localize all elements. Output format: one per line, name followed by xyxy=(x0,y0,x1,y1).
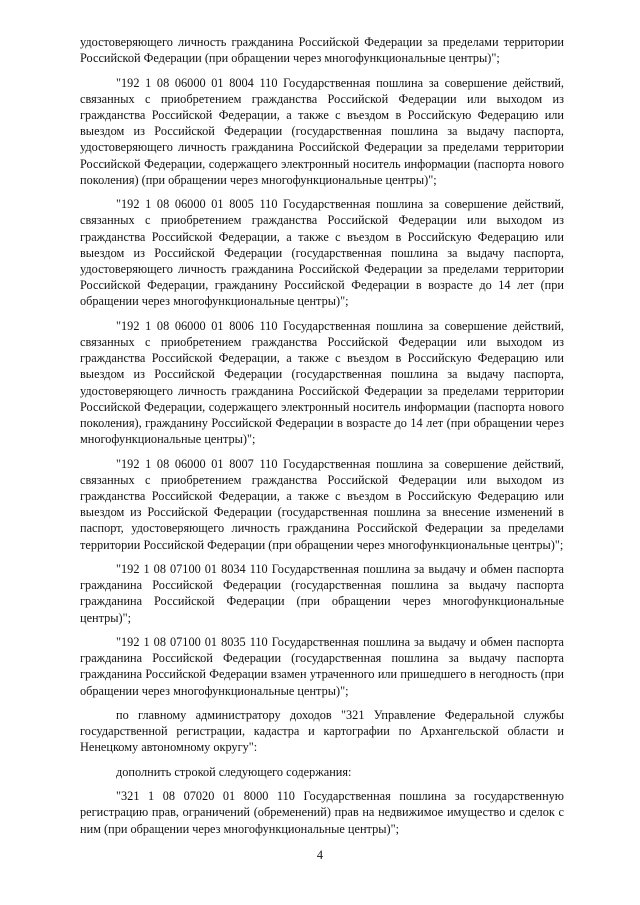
document-body xyxy=(80,34,564,845)
paragraph-continuation: удостоверяющего личность гражданина Российской Федерации за пределами территории Российской Федерации (при обращении через многофункциональные центры)"; xyxy=(80,35,564,66)
page-number: 4 xyxy=(316,848,324,862)
paragraph-code-321-8000: "321 1 08 07020 01 8000 110 Государственная пошлина за государственную регистрацию прав, ограничений (обременений) прав на недвижимое имущество и сделок с ним (при обращении через многофункциональные центры)"; xyxy=(80,789,564,836)
paragraph-code-8005: "192 1 08 06000 01 8005 110 Государственная пошлина за совершение действий, связанных с приобретением гражданства Российской Федерации или выходом из гражданства Российской Федерации, а также с въездом в Российскую Федерацию или выездом из Российской Федерации (государственная пошлина за выдачу паспорта, удостоверяющего личность гражданина Российской Федерации за пределами территории Российской Федерации, гражданину Российской Федерации в возрасте до 14 лет (при обращении через многофункциональные центры)"; xyxy=(80,197,564,309)
paragraph-add-line: дополнить строкой следующего содержания: xyxy=(116,764,352,779)
paragraph-code-8034: "192 1 08 07100 01 8034 110 Государственная пошлина за выдачу и обмен паспорта гражданина Российской Федерации (государственная пошлина за выдачу паспорта гражданина Российской Федерации (при обращении через многофункциональные центры)"; xyxy=(80,562,564,625)
paragraph-code-8007: "192 1 08 06000 01 8007 110 Государственная пошлина за совершение действий, связанных с приобретением гражданства Российской Федерации или выходом из гражданства Российской Федерации, а также с въездом в Российскую Федерацию или выездом из Российской Федерации (государственная пошлина за внесение изменений в паспорт, удостоверяющего личность гражданина Российской Федерации за пределами территории Российской Федерации (при обращении через многофункциональные центры)"; xyxy=(80,456,564,552)
paragraph-code-8035: "192 1 08 07100 01 8035 110 Государственная пошлина за выдачу и обмен паспорта гражданина Российской Федерации (государственная пошлина за выдачу паспорта гражданина Российской Федерации взамен утраченного или пришедшего в негодность (при обращении через многофункциональные центры)"; xyxy=(80,635,564,698)
paragraph-administrator-321: по главному администратору доходов "321 Управление Федеральной службы государственной регистрации, кадастра и картографии по Архангельской области и Ненецкому автономному округу": xyxy=(80,708,564,755)
paragraph-code-8004: "192 1 08 06000 01 8004 110 Государственная пошлина за совершение действий, связанных с приобретением гражданства Российской Федерации или выходом из гражданства Российской Федерации, а также с въездом в Российскую Федерацию или выездом из Российской Федерации (государственная пошлина за выдачу паспорта, удостоверяющего личность гражданина Российской Федерации за пределами территории Российской Федерации, содержащего электронный носитель информации (паспорта нового поколения) (при обращении через многофункциональные центры)"; xyxy=(80,75,564,187)
paragraph-code-8006: "192 1 08 06000 01 8006 110 Государственная пошлина за совершение действий, связанных с приобретением гражданства Российской Федерации или выходом из гражданства Российской Федерации, а также с въездом в Российскую Федерацию или выездом из Российской Федерации (государственная пошлина за выдачу паспорта, удостоверяющего личность гражданина Российской Федерации за пределами территории Российской Федерации, содержащего электронный носитель информации (паспорта нового поколения), гражданину Российской Федерации в возрасте до 14 лет (при обращении через многофункциональные центры)"; xyxy=(80,318,564,447)
